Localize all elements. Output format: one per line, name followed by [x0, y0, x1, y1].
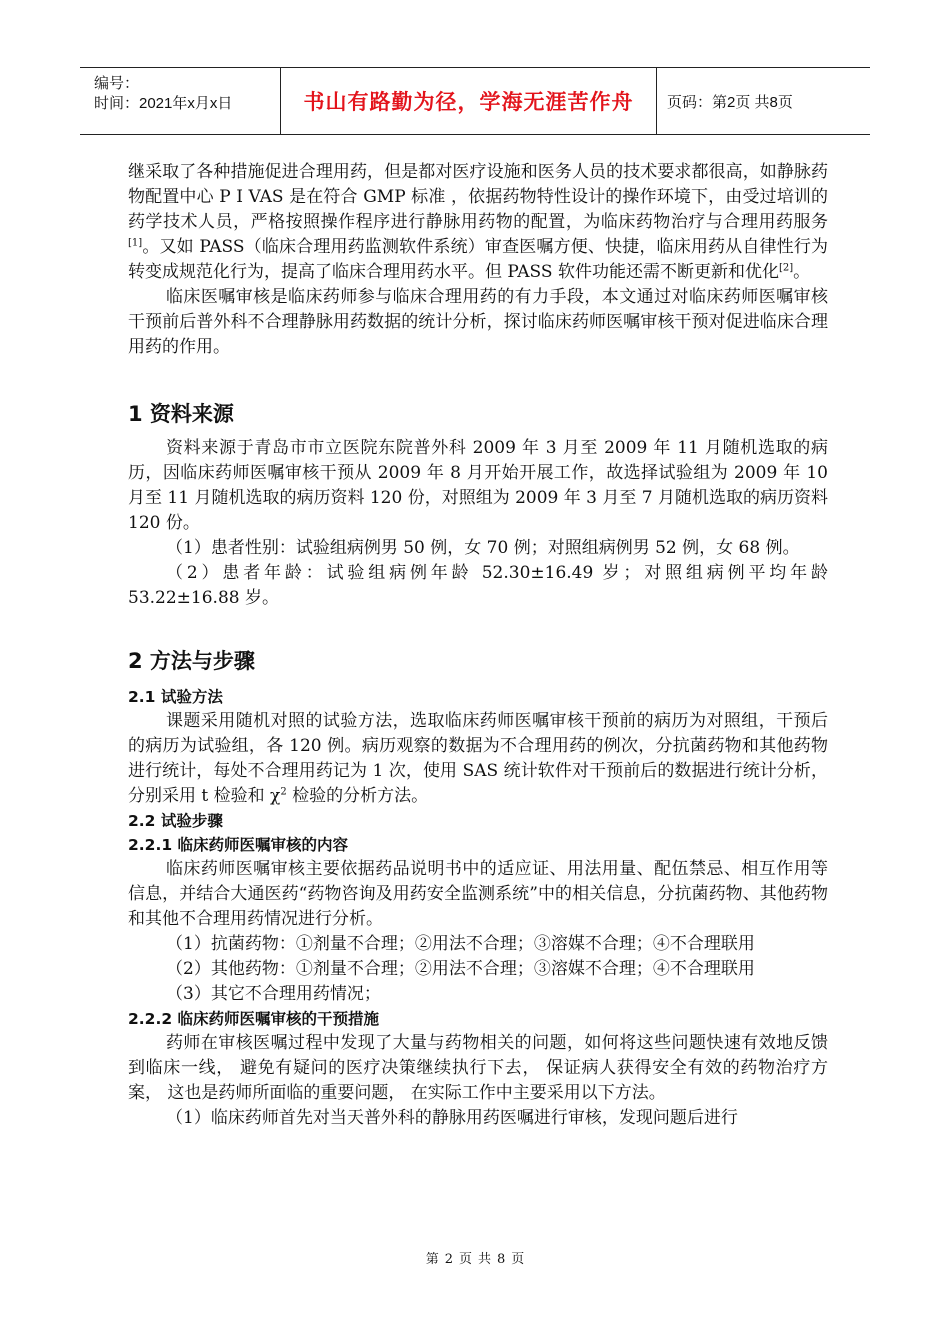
header-motto: 书山有路勤为径，学海无涯苦作舟	[280, 68, 657, 134]
subsection-title-2-2-2: 2.2.2 临床药师医嘱审核的干预措施	[128, 1010, 380, 1028]
subsection-title-2-2: 2.2 试验步骤	[128, 812, 223, 830]
section-title-1: 1 资料来源	[128, 402, 234, 426]
paragraph-other-cases: （3）其它不合理用药情况；	[166, 984, 381, 1004]
paragraph-review-content: 临床药师医嘱审核主要依据药品说明书中的适应证、用法用量、配伍禁忌、相互作用等信息，并结合大通医药“药物咨询及用药安全监测系统”中的相关信息，分抗菌药物、其他药物和其他不合理用药情况进行分析。	[128, 859, 828, 929]
paragraph-method	[128, 709, 828, 809]
paragraph-gender: （1）患者性别：试验组病例男 50 例，女 70 例；对照组病例男 52 例，女 68 例。	[166, 538, 800, 558]
subsection-title-2-1: 2.1 试验方法	[128, 688, 223, 706]
paragraph-antibiotics: （1）抗菌药物：①剂量不合理；②用法不合理；③溶媒不合理；④不合理联用	[166, 934, 755, 954]
header-page-info: 页码：第2页 共8页	[667, 93, 793, 111]
footer-text: 第	[425, 1252, 439, 1267]
header-code-label: 编号：	[94, 75, 140, 92]
intro-line: 继采取了各种措施促进合理用药，但是都对医疗设施和医务人员的技术要求都很高，	[128, 162, 760, 182]
subsection-title-2-2-1: 2.2.1 临床药师医嘱审核的内容	[128, 836, 349, 854]
citation-ref: [2]	[778, 262, 794, 274]
intro-line: 。又如 PASS（临床合理用药监测软件系统）审查医嘱	[142, 237, 554, 257]
intro-line: 下，由受过培训的药学技术人员，严格按照操作程序进行静脉用药物的配置，为临	[128, 187, 829, 232]
document-body	[128, 160, 828, 1131]
footer-text: 页	[511, 1252, 525, 1267]
intro-line: 床药物治疗与合理用药服务	[618, 212, 828, 232]
paragraph-age: （2）患者年龄：试验组病例年龄 52.30±16.49 岁；对照组病例平均年龄 53.22±16.88 岁。	[128, 563, 828, 608]
paragraph-intro	[128, 160, 828, 285]
method-text: 课题采用随机对照的试验方法，选取临床药师医嘱审核干预前的病历为对照组，干预后的病历为试验组，各 120 例。病历观察的数据为不合理用药的例次，分抗菌药物和其他药物进行统计，每处不合理用药记为 1 次，使用 SAS 统计软件对干预前后的数据进行统计分析，分别采用 t 检验和 χ	[128, 711, 828, 806]
paragraph-interventions: 药师在审核医嘱过程中发现了大量与药物相关的问题，如何将这些问题快速有效地反馈到临床一线， 避免有疑问的医疗决策继续执行下去， 保证病人获得安全有效的药物治疗方案， 这也是药师所面临的重要问题， 在实际工作中主要采用以下方法。	[128, 1033, 828, 1103]
citation-ref: [1]	[128, 237, 143, 249]
paragraph-purpose: 临床医嘱审核是临床药师参与临床合理用药的有力手段，本文通过对临床药师医嘱审核干预前后普外科不合理静脉用药数据的统计分析，探讨临床药师医嘱审核干预对促进临床合理用药的作用。	[128, 287, 828, 357]
intro-line: 如静脉药物配置中心 P I VAS 是在符合 GMP 标准 ，依据药物特性设计的操作环境	[128, 162, 829, 207]
footer-text: 页	[458, 1252, 472, 1267]
section-title-2: 2 方法与步骤	[128, 649, 255, 673]
footer-text: 共	[478, 1252, 492, 1267]
header-date: 时间：2021年x月x日	[94, 95, 233, 112]
paragraph-source: 资料来源于青岛市市立医院东院普外科 2009 年 3 月至 2009 年 11 月随机选取的病历，因临床药师医嘱审核干预从 2009 年 8 月开始开展工作，故选择试验组为 2009 年 10 月至 11 月随机选取的病历资料 120 份，对照组为 2009 年 3 月至 7 月随机选取的病历资料 120 份。	[128, 438, 829, 533]
page-footer	[0, 1248, 950, 1267]
footer-page-number: 2	[444, 1252, 453, 1267]
intro-line: 。	[793, 262, 811, 282]
intro-line: 方便、快捷，临床用药从自律性行为转变成规范化行为，提高了临床合理用药水平。	[128, 237, 828, 282]
method-text: 检验的分析方法。	[286, 786, 429, 806]
paragraph-other-drugs: （2）其他药物：①剂量不合理；②用法不合理；③溶媒不合理；④不合理联用	[166, 959, 755, 979]
intro-line: 但 PASS 软件功能还需不断更新和优化	[485, 262, 779, 282]
header-meta	[80, 68, 280, 134]
paragraph-step-1: （1）临床药师首先对当天普外科的静脉用药医嘱进行审核，发现问题后进行	[166, 1108, 738, 1128]
chi-square-superscript: 2	[280, 786, 287, 798]
footer-total-pages: 8	[497, 1252, 506, 1267]
page-header	[80, 67, 870, 135]
